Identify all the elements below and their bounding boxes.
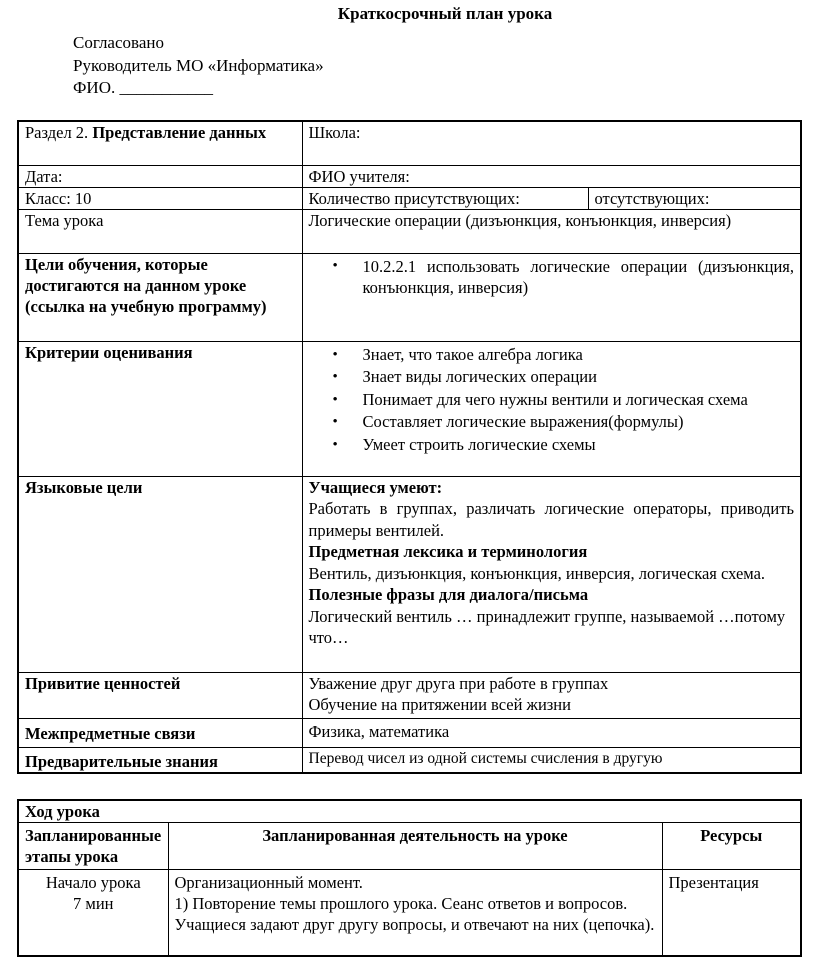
col-activity: Запланированная деятельность на уроке xyxy=(168,823,662,870)
teacher-cell: ФИО учителя: xyxy=(302,165,801,187)
section-name: Представление данных xyxy=(92,123,267,142)
goals-cell xyxy=(302,253,801,341)
topic-value: Логические операции (дизъюнкция, конъюнкция, инверсия) xyxy=(302,209,801,253)
lang-text: Логический вентиль … принадлежит группе, называемой …потому что… xyxy=(308,606,786,647)
date-cell: Дата: xyxy=(18,165,302,187)
criteria-item: • Умеет строить логические схемы xyxy=(363,434,795,457)
approval-name: ФИО. ___________ xyxy=(73,78,213,97)
activity-line: 1) Повторение темы прошлого урока. Сеанс ответов и вопросов. Учащиеся задают друг другу вопросы, и отвечают на них (цепочка). xyxy=(174,894,655,934)
criteria-label: Критерии оценивания xyxy=(18,341,302,476)
col-stages: Запланированные этапы урока xyxy=(18,823,168,870)
activity-cell xyxy=(168,870,662,956)
lang-text: Вентиль, дизъюнкция, конъюнкция, инверсия, логическая схема. xyxy=(308,563,766,583)
stage-cell xyxy=(18,870,168,956)
goals-label: Цели обучения, которые достигаются на данном уроке (ссылка на учебную программу) xyxy=(18,253,302,341)
criteria-item: • Составляет логические выражения(формулы) xyxy=(363,411,795,434)
course-heading: Ход урока xyxy=(18,800,801,823)
lang-text: Работать в группах, различать логические операторы, приводить примеры вентилей. xyxy=(308,499,794,540)
values-line: Обучение на притяжении всей жизни xyxy=(308,694,571,714)
values-label: Привитие ценностей xyxy=(18,672,302,718)
page-title: Краткосрочный план урока xyxy=(337,4,553,23)
approval-block xyxy=(73,32,324,100)
lang-heading: Полезные фразы для диалога/письма xyxy=(308,585,589,604)
lang-heading: Предметная лексика и терминология xyxy=(308,542,588,561)
lesson-course-table xyxy=(17,799,802,957)
criteria-item: • Знает, что такое алгебра логика xyxy=(363,344,795,367)
prior-value: Перевод чисел из одной системы счисления в другую xyxy=(302,747,801,773)
topic-label: Тема урока xyxy=(18,209,302,253)
inter-label: Межпредметные связи xyxy=(18,718,302,747)
present-cell: Количество присутствующих: xyxy=(302,187,588,209)
section-prefix: Раздел 2. xyxy=(25,123,93,142)
activity-line: Организационный момент. xyxy=(174,873,363,892)
lang-label: Языковые цели xyxy=(18,476,302,672)
section-cell xyxy=(18,121,302,165)
absent-cell: отсутствующих: xyxy=(588,187,801,209)
col-resources: Ресурсы xyxy=(662,823,801,870)
goal-item: • 10.2.2.1 использовать логические операции (дизъюнкция, конъюнкция, инверсия) xyxy=(363,256,795,298)
stage-name: Начало урока xyxy=(45,873,141,892)
lang-cell xyxy=(302,476,801,672)
inter-value: Физика, математика xyxy=(302,718,801,747)
criteria-item: • Понимает для чего нужны вентили и логическая схема xyxy=(363,389,795,412)
approval-line: Согласовано xyxy=(73,33,164,52)
criteria-cell xyxy=(302,341,801,476)
lang-heading: Учащиеся умеют: xyxy=(308,477,443,497)
resource-cell: Презентация xyxy=(662,870,801,956)
school-cell: Школа: xyxy=(302,121,801,165)
values-line: Уважение друг друга при работе в группах xyxy=(308,673,609,693)
criteria-item: • Знает виды логических операции xyxy=(363,366,795,389)
approval-head: Руководитель МО «Информатика» xyxy=(73,55,324,75)
lesson-plan-table xyxy=(17,120,802,774)
values-cell xyxy=(302,672,801,718)
stage-time: 7 мин xyxy=(73,894,114,913)
prior-label: Предварительные знания xyxy=(18,747,302,773)
class-cell: Класс: 10 xyxy=(18,187,302,209)
